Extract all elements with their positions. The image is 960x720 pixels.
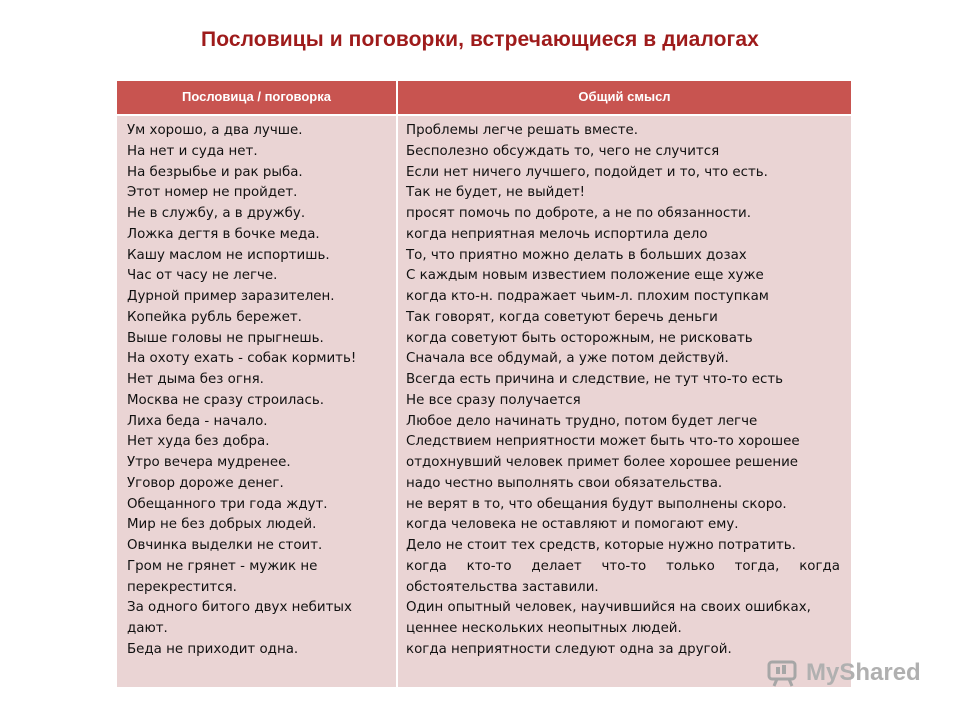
meaning-line: Всегда есть причина и следствие, не тут что-то есть (406, 372, 784, 387)
proverb-line: Мир не без добрых людей. (127, 517, 317, 533)
myshared-logo-icon (766, 658, 800, 688)
proverb-line: Утро вечера мудренее. (127, 455, 291, 470)
page-title: Пословицы и поговорки, встречающиеся в диалогах (201, 28, 759, 51)
meaning-line: Любое дело начинать трудно, потом будет легче (406, 413, 758, 429)
watermark-text: MyShared (806, 659, 921, 686)
proverb-line: Ложка дегтя в бочке меда. (127, 226, 320, 242)
meaning-line: Не все сразу получается (406, 392, 581, 408)
proverb-line: Не в службу, а в дружбу. (127, 206, 306, 221)
proverb-line: На безрыбье и рак рыба. (127, 164, 303, 180)
proverb-line: Нет худа без добра. (127, 434, 270, 450)
meaning-line: Один опытный человек, научившийся на своих ошибках, (406, 600, 811, 616)
meaning-line: Так говорят, когда советуют беречь деньги (406, 309, 718, 325)
meaning-line: Бесполезно обсуждать то, чего не случится (406, 143, 720, 159)
proverb-line: Нет дыма без огня. (127, 372, 264, 387)
proverb-line: дают. (127, 621, 168, 636)
proverb-line: Овчинка выделки не стоит. (127, 538, 323, 553)
header-proverb: Пословица / поговорка (182, 89, 331, 104)
proverb-line: Этот номер не пройдет. (127, 185, 298, 201)
meaning-line: отдохнувший человек примет более хорошее решение (406, 455, 799, 470)
proverb-line: Час от часу не легче. (127, 268, 278, 284)
proverb-line: Ум хорошо, а два лучше. (127, 123, 303, 138)
meaning-line: С каждым новым известием положение еще хуже (406, 268, 764, 284)
meanings-column (406, 121, 840, 661)
proverb-line: На охоту ехать - собак кормить! (127, 351, 357, 367)
proverb-line: Беда не приходит одна. (127, 641, 299, 657)
meaning-line: Дело не стоит тех средств, которые нужно потратить. (406, 538, 796, 553)
meaning-line: Следствием неприятности может быть что-то хорошее (406, 434, 800, 450)
proverb-line: Уговор дороже денег. (127, 475, 284, 491)
meaning-line: когда кто-н. подражает чьим-л. плохим поступкам (406, 289, 769, 304)
meaning-line: когда неприятная мелочь испортила дело (406, 226, 708, 242)
meaning-line: обстоятельства заставили. (406, 579, 599, 595)
meaning-line: не верят в то, что обещания будут выполнены скоро. (406, 496, 787, 512)
column-divider (396, 81, 398, 687)
proverb-line: Москва не сразу строилась. (127, 392, 325, 408)
proverb-line: За одного битого двух небитых (127, 600, 352, 616)
meaning-line: когда неприятности следуют одна за другой. (406, 641, 732, 657)
watermark (766, 656, 926, 690)
header-meaning: Общий смысл (578, 89, 671, 104)
meaning-line: когда советуют быть осторожным, не рисковать (406, 330, 753, 346)
meaning-line: надо честно выполнять свои обязательства. (406, 475, 723, 491)
proverb-line: Копейка рубль бережет. (127, 309, 302, 325)
proverb-line: Дурной пример заразителен. (127, 289, 335, 304)
proverb-line: Выше головы не прыгнешь. (127, 330, 324, 346)
proverb-line: Кашу маслом не испортишь. (127, 247, 330, 263)
proverbs-column (127, 121, 387, 661)
proverb-line: Лиха беда - начало. (127, 413, 268, 429)
meaning-line: когда кто-то делает что-то только тогда, когда (406, 558, 840, 574)
proverb-line: На нет и суда нет. (127, 143, 258, 159)
meaning-line: когда человека не оставляют и помогают ему. (406, 517, 739, 533)
meaning-line: То, что приятно можно делать в больших дозах (406, 247, 747, 263)
meaning-line: Сначала все обдумай, а уже потом действуй. (406, 351, 729, 367)
proverb-line: перекрестится. (127, 579, 237, 595)
meaning-line: ценнее нескольких неопытных людей. (406, 621, 682, 636)
meaning-line: Проблемы легче решать вместе. (406, 123, 639, 138)
table-header (117, 81, 851, 116)
proverb-line: Обещанного три года ждут. (127, 496, 328, 512)
meaning-line: Так не будет, не выйдет! (406, 185, 586, 201)
proverbs-table (117, 81, 851, 687)
meaning-line: Если нет ничего лучшего, подойдет и то, что есть. (406, 164, 768, 180)
meaning-line: просят помочь по доброте, а не по обязанности. (406, 206, 751, 221)
proverb-line: Гром не грянет - мужик не (127, 558, 318, 574)
